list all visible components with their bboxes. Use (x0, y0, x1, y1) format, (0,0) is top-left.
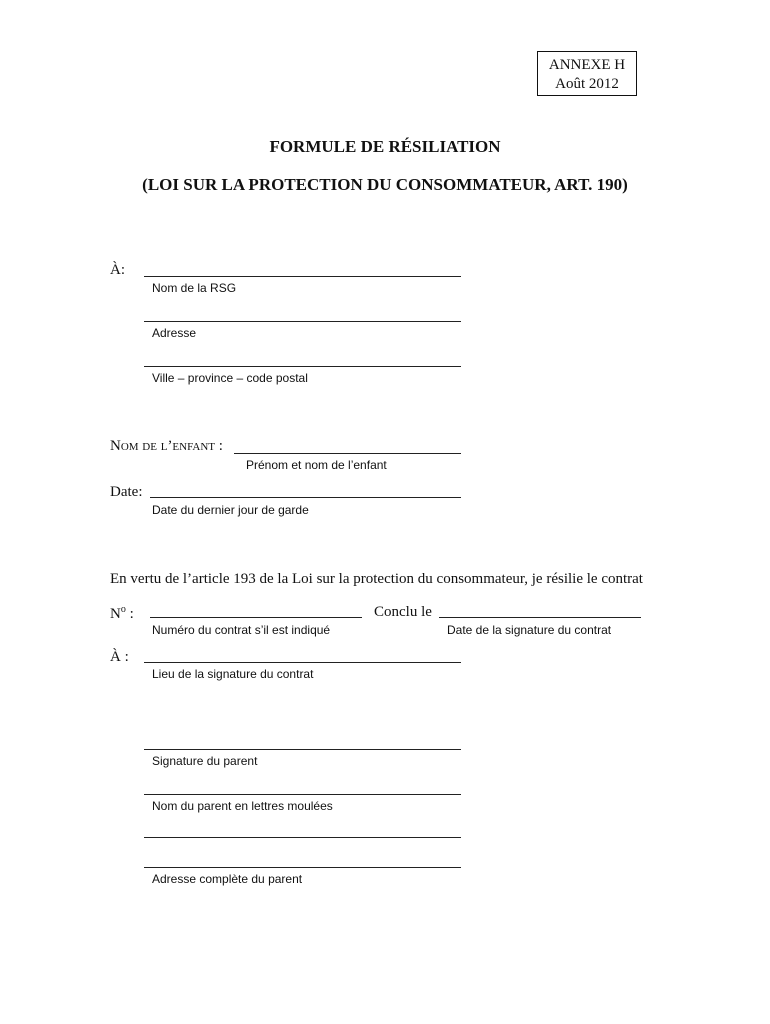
rsg-city-field[interactable] (144, 366, 461, 367)
child-name-caption: Prénom et nom de l’enfant (246, 458, 387, 472)
parent-name-caption: Nom du parent en lettres moulées (152, 799, 333, 813)
recipient-label: À: (110, 262, 125, 278)
form-title: FORMULE DE RÉSILIATION (269, 137, 501, 156)
annex-box (537, 51, 637, 96)
concluded-date-caption: Date de la signature du contrat (447, 623, 612, 637)
termination-statement: En vertu de l’article 193 de la Loi sur la protection du consommateur, je résilie le contrat (110, 571, 643, 587)
child-label: Nom de l’enfant : (110, 438, 223, 454)
last-day-field[interactable] (150, 497, 461, 498)
rsg-city-caption: Ville – province – code postal (152, 371, 308, 385)
parent-name-field[interactable] (144, 794, 461, 795)
contract-number-caption: Numéro du contrat s’il est indiqué (152, 623, 331, 637)
contract-number-field[interactable] (150, 617, 362, 618)
signature-place-field[interactable] (144, 662, 461, 663)
last-day-caption: Date du dernier jour de garde (152, 503, 309, 517)
form-subtitle: (LOI SUR LA PROTECTION DU CONSOMMATEUR, ART. 190) (142, 175, 628, 194)
child-name-field[interactable] (234, 453, 461, 454)
place-label: À : (110, 649, 129, 665)
concluded-label: Conclu le (374, 604, 432, 620)
contract-number-label: $N^o$ : (110, 604, 134, 622)
annex-date: Août 2012 (555, 76, 619, 92)
annex-label: ANNEXE H (548, 57, 626, 73)
signature-place-caption: Lieu de la signature du contrat (152, 667, 314, 681)
rsg-name-caption: Nom de la RSG (152, 281, 237, 295)
parent-address-line-1[interactable] (144, 837, 461, 838)
parent-signature-caption: Signature du parent (152, 754, 258, 768)
date-label: Date: (110, 484, 143, 500)
parent-address-caption: Adresse complète du parent (152, 872, 303, 886)
rsg-address-field[interactable] (144, 321, 461, 322)
parent-address-line-2[interactable] (144, 867, 461, 868)
parent-signature-field[interactable] (144, 749, 461, 750)
concluded-date-field[interactable] (439, 617, 641, 618)
rsg-name-field[interactable] (144, 276, 461, 277)
rsg-address-caption: Adresse (152, 326, 197, 340)
